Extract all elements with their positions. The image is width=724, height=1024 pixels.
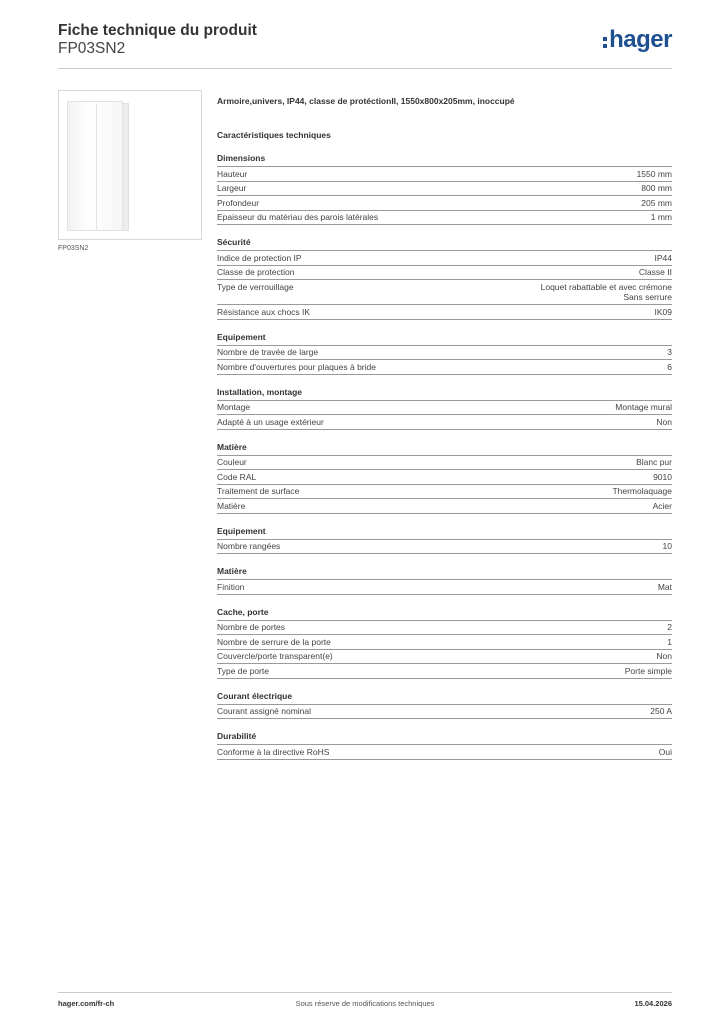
spec-label: Résistance aux chocs IK: [217, 306, 311, 317]
spec-row: [217, 745, 672, 760]
spec-row: [217, 635, 672, 650]
spec-label: Adapté à un usage extérieur: [217, 416, 324, 427]
spec-value: Non: [656, 416, 672, 427]
spec-value: 6: [667, 361, 672, 372]
spec-group: [217, 731, 672, 760]
group-title: Durabilité: [217, 731, 672, 745]
spec-value: 1: [667, 636, 672, 647]
spec-group: [217, 237, 672, 320]
spec-row: [217, 305, 672, 320]
spec-value: Blanc pur: [636, 457, 672, 467]
footer-date: 15.04.2026: [634, 999, 672, 1008]
spec-group: [217, 691, 672, 720]
spec-label: Largeur: [217, 183, 247, 193]
group-title: Dimensions: [217, 153, 672, 167]
group-title: Cache, porte: [217, 607, 672, 621]
spec-value: Acier: [652, 500, 672, 511]
group-title: Courant électrique: [217, 691, 672, 705]
spec-value: Oui: [658, 746, 672, 757]
spec-value: 1 mm: [650, 212, 672, 222]
spec-value: Thermolaquage: [612, 486, 672, 496]
spec-value: 800 mm: [641, 183, 672, 193]
spec-label: Nombre d'ouvertures pour plaques à bride: [217, 361, 376, 372]
spec-value: Montage mural: [615, 402, 672, 412]
spec-value: 250 A: [650, 706, 672, 716]
page-footer: [58, 992, 672, 1014]
spec-label: Montage: [217, 402, 251, 412]
spec-label: Nombre de travée de large: [217, 347, 319, 357]
spec-value: 3: [667, 347, 672, 357]
spec-value: Mat: [657, 581, 672, 592]
spec-value: 2: [667, 622, 672, 632]
spec-content: [217, 90, 672, 760]
spec-row: [217, 401, 672, 416]
spec-row: [217, 415, 672, 430]
spec-value: IK09: [654, 306, 672, 317]
footer-divider: [58, 992, 672, 993]
spec-row: [217, 251, 672, 266]
spec-group: [217, 387, 672, 430]
group-title: Sécurité: [217, 237, 672, 251]
group-title: Equipement: [217, 332, 672, 346]
image-caption: FP03SN2: [58, 245, 89, 252]
logo-colon-icon: [603, 37, 607, 48]
spec-group: [217, 566, 672, 595]
spec-value: Non: [656, 651, 672, 661]
spec-label: Type de verrouillage: [217, 281, 294, 292]
spec-label: Hauteur: [217, 168, 248, 179]
spec-row: [217, 485, 672, 500]
spec-row: [217, 456, 672, 471]
section-title: Caractéristiques techniques: [217, 130, 331, 140]
spec-groups: [217, 153, 672, 760]
spec-group: [217, 442, 672, 514]
spec-row: [217, 470, 672, 485]
spec-row: [217, 182, 672, 197]
spec-label: Indice de protection IP: [217, 252, 302, 263]
spec-row: [217, 705, 672, 720]
spec-group: [217, 526, 672, 555]
spec-label: Couvercle/porte transparent(e): [217, 651, 333, 661]
page-title: Fiche technique du produit: [58, 22, 257, 39]
spec-value: 205 mm: [641, 197, 672, 208]
spec-row: [217, 196, 672, 211]
document-header: [58, 22, 257, 58]
spec-row: [217, 280, 672, 305]
spec-row: [217, 346, 672, 361]
spec-row: [217, 266, 672, 281]
spec-label: Finition: [217, 581, 245, 592]
group-title: Matière: [217, 442, 672, 456]
spec-row: [217, 499, 672, 514]
group-title: Installation, montage: [217, 387, 672, 401]
spec-label: Courant assigné nominal: [217, 706, 312, 716]
spec-value: Classe II: [638, 267, 672, 277]
spec-group: [217, 153, 672, 225]
spec-label: Type de porte: [217, 665, 269, 676]
spec-label: Couleur: [217, 457, 247, 467]
spec-label: Classe de protection: [217, 267, 295, 277]
spec-label: Profondeur: [217, 197, 260, 208]
spec-label: Epaisseur du matériau des parois latérales: [217, 212, 379, 222]
spec-row: [217, 211, 672, 226]
spec-label: Matière: [217, 500, 246, 511]
product-reference: FP03SN2: [58, 40, 126, 57]
spec-row: [217, 650, 672, 665]
spec-label: Code RAL: [217, 471, 257, 482]
spec-row: [217, 580, 672, 595]
hager-logo: [603, 26, 672, 54]
spec-value: Porte simple: [624, 665, 672, 676]
spec-label: Nombre de portes: [217, 622, 286, 632]
spec-value: 9010: [653, 471, 672, 482]
footer-website: hager.com/fr-ch: [58, 999, 115, 1008]
spec-group: [217, 607, 672, 679]
header-divider: [58, 68, 672, 69]
spec-row: [217, 540, 672, 555]
spec-value: 1550 mm: [636, 168, 672, 179]
spec-row: [217, 621, 672, 636]
product-image: [58, 90, 202, 240]
spec-value: Loquet rabattable et avec crémone Sans serrure: [540, 281, 672, 302]
group-title: Matière: [217, 566, 672, 580]
cabinet-illustration: [67, 101, 123, 231]
logo-text: hager: [609, 26, 672, 53]
group-title: Equipement: [217, 526, 672, 540]
product-description: Armoire,univers, IP44, classe de protéctionII, 1550x800x205mm, inoccupé: [217, 96, 515, 106]
spec-value: IP44: [654, 252, 672, 263]
spec-label: Traitement de surface: [217, 486, 300, 496]
spec-label: Nombre de serrure de la porte: [217, 636, 331, 647]
spec-value: 10: [662, 541, 672, 551]
spec-label: Conforme à la directive RoHS: [217, 746, 330, 757]
footer-notice: Sous réserve de modifications techniques: [295, 999, 435, 1008]
spec-group: [217, 332, 672, 375]
spec-label: Nombre rangées: [217, 541, 281, 551]
spec-row: [217, 360, 672, 375]
spec-row: [217, 167, 672, 182]
spec-row: [217, 664, 672, 679]
